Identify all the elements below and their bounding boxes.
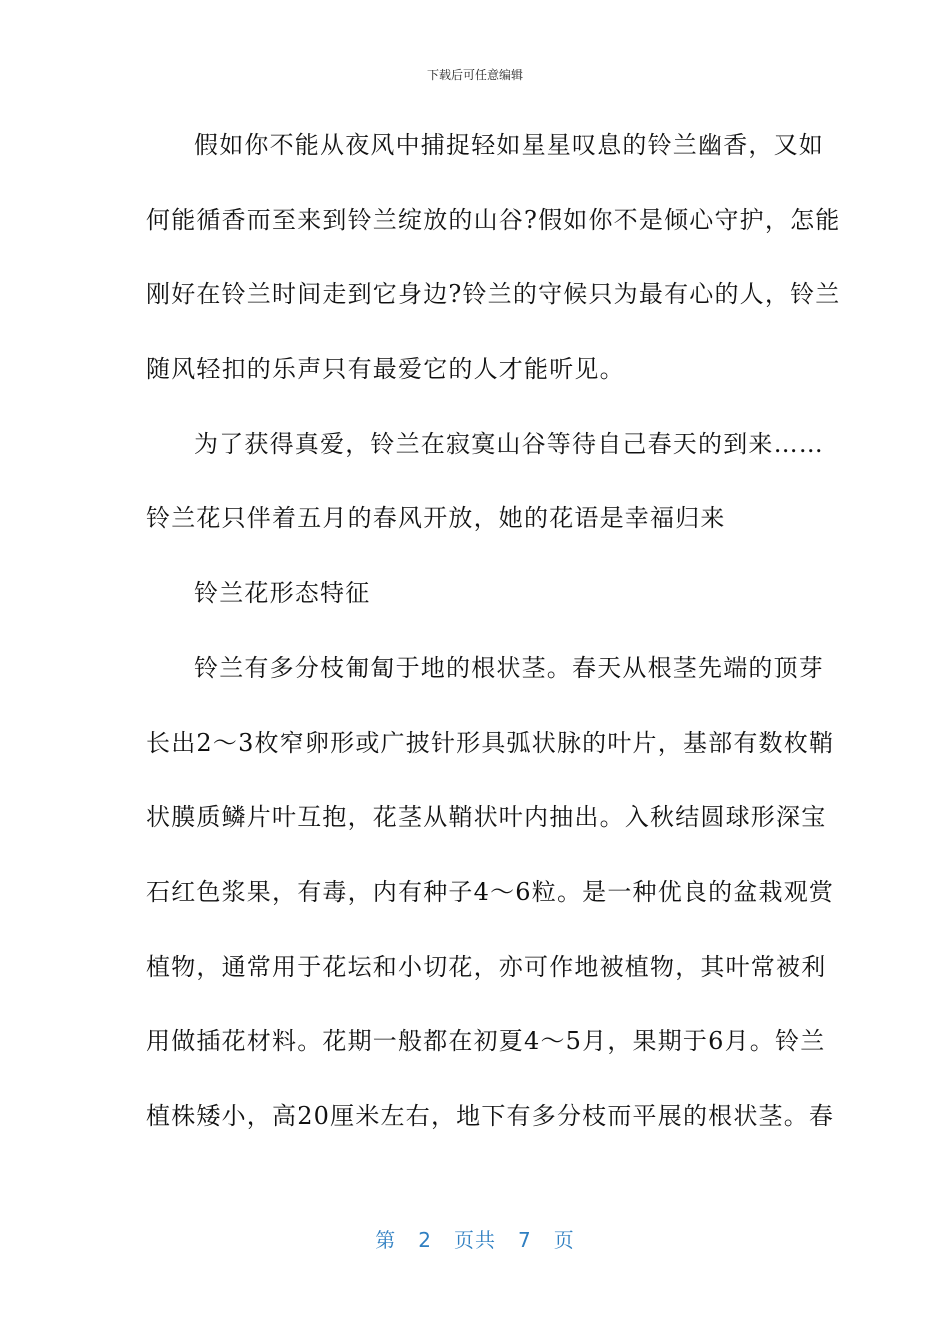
page-number-footer [0, 1224, 950, 1253]
paragraph-line: 铃兰花只伴着五月的春风开放，她的花语是幸福归来 [146, 504, 726, 533]
paragraph-line: 长出2～3枚窄卵形或广披针形具弧状脉的叶片，基部有数枚鞘 [146, 728, 835, 757]
paragraph-line: 植物，通常用于花坛和小切花，亦可作地被植物，其叶常被利 [146, 952, 827, 981]
paragraph-line: 为了获得真爱，铃兰在寂寞山谷等待自己春天的到来…… [194, 429, 824, 458]
current-page-number: 2 [418, 1228, 432, 1252]
paragraph-line: 铃兰有多分枝匍匐于地的根状茎。春天从根茎先端的顶芽 [194, 653, 824, 682]
paragraph-line: 随风轻扣的乐声只有最爱它的人才能听见。 [146, 355, 625, 384]
paragraph-line: 刚好在铃兰时间走到它身边?铃兰的守候只为最有心的人，铃兰 [146, 280, 841, 309]
paragraph-line: 植株矮小，高20厘米左右，地下有多分枝而平展的根状茎。春 [146, 1101, 835, 1130]
paragraph-line: 何能循香而至来到铃兰绽放的山谷?假如你不是倾心守护，怎能 [146, 205, 841, 234]
section-heading: 铃兰花形态特征 [194, 579, 371, 608]
paragraph-line: 石红色浆果，有毒，内有种子4～6粒。是一种优良的盆栽观赏 [146, 877, 835, 906]
paragraph-line: 假如你不能从夜风中捕捉轻如星星叹息的铃兰幽香，又如 [194, 131, 824, 159]
page-label-prefix: 第 [375, 1228, 397, 1252]
paragraph-line: 状膜质鳞片叶互抱，花茎从鞘状叶内抽出。入秋结圆球形深宝 [146, 803, 827, 832]
paragraph-line: 用做插花材料。花期一般都在初夏4～5月，果期于6月。铃兰 [146, 1027, 826, 1056]
total-pages-number: 7 [518, 1228, 532, 1252]
page-label-mid: 页共 [454, 1228, 496, 1252]
page-label-suffix: 页 [553, 1228, 575, 1252]
header-note: 下载后可任意编辑 [426, 68, 523, 82]
document-body [146, 123, 841, 1169]
